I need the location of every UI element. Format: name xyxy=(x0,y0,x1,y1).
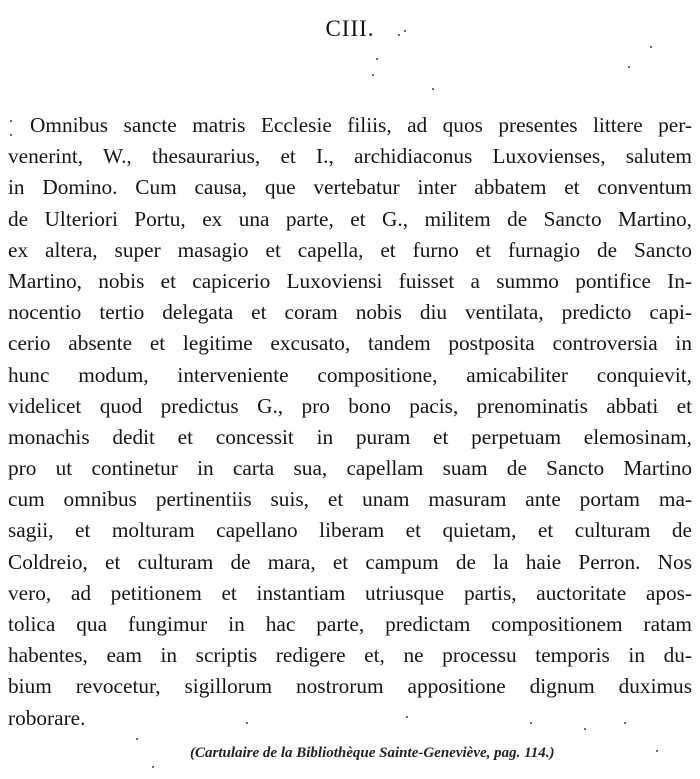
scan-speck xyxy=(432,88,434,90)
text-line: Martino, nobis et capicerio Luxoviensi fuisset a summo pontifice In- xyxy=(8,268,692,293)
text-line: habentes, eam in scriptis redigere et, ne processu temporis in du- xyxy=(8,643,692,668)
text-line: cum omnibus pertinentiis suis, et unam masuram ante portam ma- xyxy=(8,487,692,512)
scan-speck xyxy=(10,120,12,122)
scan-speck xyxy=(404,30,406,32)
text-line: pro ut continetur in carta sua, capellam suam de Sancto Martino xyxy=(8,456,692,481)
charter-number-heading: CIII. xyxy=(325,16,375,41)
scan-speck xyxy=(530,722,532,724)
text-line: nocentio tertio delegata et coram nobis diu ventilata, predicto capi- xyxy=(8,300,692,325)
scan-speck xyxy=(398,34,400,36)
text-line: Omnibus sancte matris Ecclesie filiis, ad quos presentes littere per- xyxy=(30,113,692,137)
scan-speck xyxy=(246,722,248,724)
scan-speck xyxy=(406,716,408,718)
scan-speck xyxy=(372,74,374,76)
text-line: de Ulteriori Portu, ex una parte, et G., militem de Sancto Martino, xyxy=(8,206,692,231)
scan-speck xyxy=(624,722,626,724)
scan-speck xyxy=(650,46,652,48)
source-citation: (Cartulaire de la Bibliothèque Sainte-Geneviève, pag. 114.) xyxy=(190,745,555,761)
text-line: cerio absente et legitime excusato, tandem postposita controversia in xyxy=(8,331,692,356)
text-line: venerint, W., thesaurarius, et I., archidiaconus Luxovienses, salutem xyxy=(8,144,692,169)
text-line: hunc modum, interveniente compositione, amicabiliter conquievit, xyxy=(8,362,692,387)
scan-speck xyxy=(376,58,378,60)
text-line: in Domino. Cum causa, que vertebatur inter abbatem et conventum xyxy=(8,175,692,200)
scan-speck xyxy=(584,728,586,730)
scan-speck xyxy=(152,766,154,768)
text-line: monachis dedit et concessit in puram et perpetuam elemosinam, xyxy=(8,424,692,449)
text-line: vero, ad petitionem et instantiam utriusque partis, auctoritate apos- xyxy=(8,580,692,605)
text-line: tolica qua fungimur in hac parte, predictam compositionem ratam xyxy=(8,612,692,636)
text-line: bium revocetur, sigillorum nostrorum appositione dignum duximus xyxy=(8,674,692,699)
text-line: ex altera, super masagio et capella, et furno et furnagio de Sancto xyxy=(8,237,692,262)
text-line: roborare. xyxy=(8,705,86,730)
scan-speck xyxy=(628,66,630,68)
text-line: videlicet quod predictus G., pro bono pacis, prenominatis abbati et xyxy=(8,393,692,418)
scan-speck xyxy=(656,750,658,752)
scan-speck xyxy=(136,738,138,740)
text-line: Coldreio, et culturam de mara, et campum de la haie Perron. Nos xyxy=(8,549,692,574)
scan-speck xyxy=(10,134,12,136)
text-line: sagii, et molturam capellano liberam et quietam, et culturam de xyxy=(8,518,692,543)
charter-text xyxy=(8,110,692,734)
